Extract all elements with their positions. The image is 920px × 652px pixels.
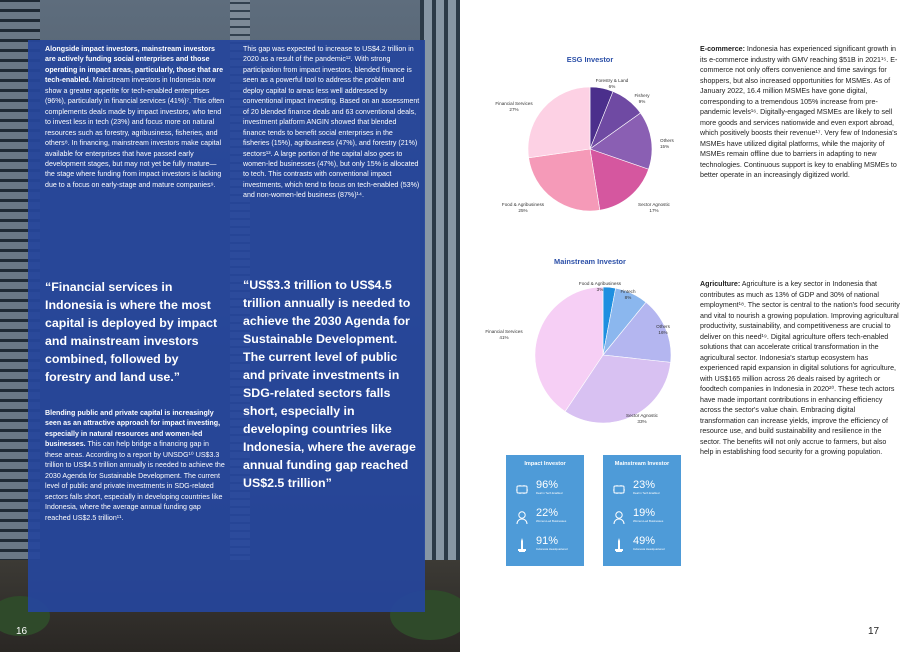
pull-quote-financial-services: “Financial services in Indonesia is where the most capital is deployed by impact and mainstream investors combined, followed by forestry and land use.” (45, 280, 218, 384)
mainstream-chart-title: Mainstream Investor (554, 257, 626, 266)
stat-row (514, 507, 580, 531)
stat-row (611, 535, 677, 559)
pie-value-label: 6% (608, 84, 616, 89)
esg-pie-chart (490, 70, 690, 220)
impact-investor-stats (506, 455, 584, 566)
ecommerce-body: Indonesia has experienced significant growth in its e-commerce industry with GMV reaching $51B in 2021¹⁵. E-commerce not only offers convenience and time savings for shoppers, but also increased opportunities for MSMEs. As of January 2022, 16.4 million MSMEs have gone digital, corresponding to a tremendous 105% increase from pre-pandemic levels¹⁶. Digitally-engaged MSMEs are likely to sell more goods and services nationwide and even export abroad, which positively boosts their revenue¹⁷. Very few of Indonesia's MSMEs have utilized digital platforms, while the majority of MSMEs remain offline due to barriers in adapting to new technologies. Continuous support is key to enabling MSMEs to better operate in an increasingly digitized world. (700, 45, 898, 179)
stat-row (611, 507, 677, 531)
ecommerce-paragraph (700, 44, 900, 181)
intro-lead: Alongside impact investors, mainstream investors are actively funding social enterprises and those operating in impact areas, particularly, those that are tech-enabled. (45, 45, 224, 85)
blended-capital-paragraph (45, 408, 225, 523)
stat-value: 23% (633, 479, 656, 491)
pie-label: Financial Services (485, 329, 523, 334)
monument-icon (611, 537, 627, 553)
pie-value-label: 17% (649, 208, 659, 213)
stat-caption: Indonesia Headquartered (536, 547, 568, 551)
pie-value-label: 15% (660, 144, 670, 149)
esg-chart-title: ESG Investor (566, 55, 614, 64)
pie-label: Food & Agribusiness (501, 202, 545, 207)
building-right (420, 0, 460, 652)
pie-value-label: 3% (596, 287, 604, 292)
pie-slice-financial-services (528, 87, 590, 158)
pie-value-label: 33% (637, 419, 647, 424)
page-number-right: 17 (868, 626, 880, 637)
gap-paragraph: This gap was expected to increase to US$4.2 trillion in 2020 as a result of the pandemic¹². With strong participation from impact investors, blended finance is seen as a powerful tool to address the problem and deploy capital to areas less well addressed by conventional impact investing. Based on an assessment of 20 blended finance deals and 63 conventional deals, investment platform ANGIN showed that blended finance tends to benefit social enterprises in the fisheries (15%), agribusiness (47%), and forestry (21%) sectors¹³. A large portion of the capital also goes to women-led businesses (47%), but only 15% is allocated to tech. This contrasts with conventional impact investments, which tend to focus on tech-enabled (53%) and non-women-led business (87%)¹⁴. (243, 45, 420, 200)
stat-caption: Women-Led Businesses (633, 519, 664, 523)
mainstream-pie-chart (485, 272, 690, 427)
pie-value-label: 25% (518, 208, 528, 213)
ecommerce-heading: E-commerce: (700, 45, 745, 53)
stat-row (514, 479, 580, 503)
cloud-chip-icon (611, 481, 627, 497)
pie-value-label: 8% (624, 295, 632, 300)
agriculture-paragraph (700, 279, 900, 458)
agriculture-heading: Agriculture: (700, 280, 741, 288)
pie-value-label: 41% (499, 335, 509, 340)
pie-value-label: 27% (509, 107, 519, 112)
page-number-left: 16 (16, 626, 28, 637)
pie-label: Fintech (620, 289, 636, 294)
pie-value-label: 9% (638, 99, 646, 104)
pie-value-label: 16% (658, 330, 668, 335)
stat-caption: Deal in Tech Enabled (536, 491, 563, 495)
intro-paragraph (45, 44, 225, 190)
pie-label: Sector Agnostic (638, 202, 670, 207)
pie-label: Forestry & Land (595, 78, 629, 83)
pie-label: Fishery (634, 93, 650, 98)
agriculture-body: Agriculture is a key sector in Indonesia that contributes as much as 13% of GDP and 30% of national employment¹⁸. The sector is central to the nation's food security and vital to nourish a growing population. Improving agricultural productivity, sustainability, and competitiveness are crucial to deliver on this need¹⁹. Digital agriculture offers tech-enabled solutions that can accelerate critical transformation in the agricultural sector. Indonesia's startup ecosystem has experienced rapid expansion in digital solutions for agriculture, with US$165 million across 26 deals raised by agritech or foodtech companies in Indonesia in 2020²⁰. These tech actors have made important contributions in enhancing efficiency across the sector's value chain. Embracing digital transformation can increase yields, improve the efficiency of resource use, and build sustainability and resilience in the sector. The benefits will not only accrue to farmers, but also help in establishing food security for a growing population. (700, 280, 900, 456)
blended-body: This can help bridge a financing gap in these areas. According to a report by UNSDG¹⁰ US$3.3 trillion to US$4.5 trillion annually is needed to achieve the 2030 Agenda for Sustainable Development. The current level of public and private investments in SDG-related sectors falls short, especially in developing countries like Indonesia, where the average annual funding gap reached US$2.5 trillion¹¹. (45, 440, 225, 522)
stat-value: 96% (536, 479, 559, 491)
stat-caption: Deal in Tech Enabled (633, 491, 660, 495)
impact-box-title: Impact Investor (524, 461, 566, 467)
cloud-chip-icon (514, 481, 530, 497)
pie-label: Food & Agribusiness (578, 281, 622, 286)
stat-value: 22% (536, 507, 559, 519)
blended-lead: Blending public and private capital is increasingly seen as an attractive approach for impact investing, especially in natural resources and women-led businesses. (45, 409, 221, 449)
woman-icon (611, 509, 627, 525)
stat-value: 49% (633, 535, 656, 547)
mainstream-investor-stats (603, 455, 681, 566)
monument-icon (514, 537, 530, 553)
pull-quote-sdg-funding: “US$3.3 trillion to US$4.5 trillion annually is needed to achieve the 2030 Agenda for Sustainable Development. The current level of public and private investments in SDG-related sectors falls short, especially in developing countries like Indonesia, where the average annual funding gap reached US$2.5 trillion” (243, 278, 416, 490)
stat-row (514, 535, 580, 559)
stat-value: 19% (633, 507, 656, 519)
pie-label: Others (656, 324, 670, 329)
intro-body: Mainstream investors in Indonesia now show a greater appetite for tech-enabled enterprises (96%), particularly in financial services (41%)⁷. This often complements deals made by impact investors, who tend to invest less in tech (23%) and focus more on natural resources such as forestry, agribusiness, fisheries, and others⁸. In financing, mainstream investors make capital available for enterprises that have passed early development stages, but may not yet be fully mature—the stage where funding from impact investors is lacking due to a focus on early-stage and mature companies⁹. (45, 76, 225, 189)
stat-caption: Indonesia Headquartered (633, 547, 665, 551)
stat-row (611, 479, 677, 503)
pie-label: Sector Agnostic (626, 413, 658, 418)
pie-label: Others (660, 138, 674, 143)
woman-icon (514, 509, 530, 525)
stat-caption: Women-Led Businesses (536, 519, 567, 523)
mainstream-box-title: Mainstream Investor (614, 461, 670, 467)
stat-value: 91% (536, 535, 559, 547)
pie-label: Financial Services (495, 101, 533, 106)
